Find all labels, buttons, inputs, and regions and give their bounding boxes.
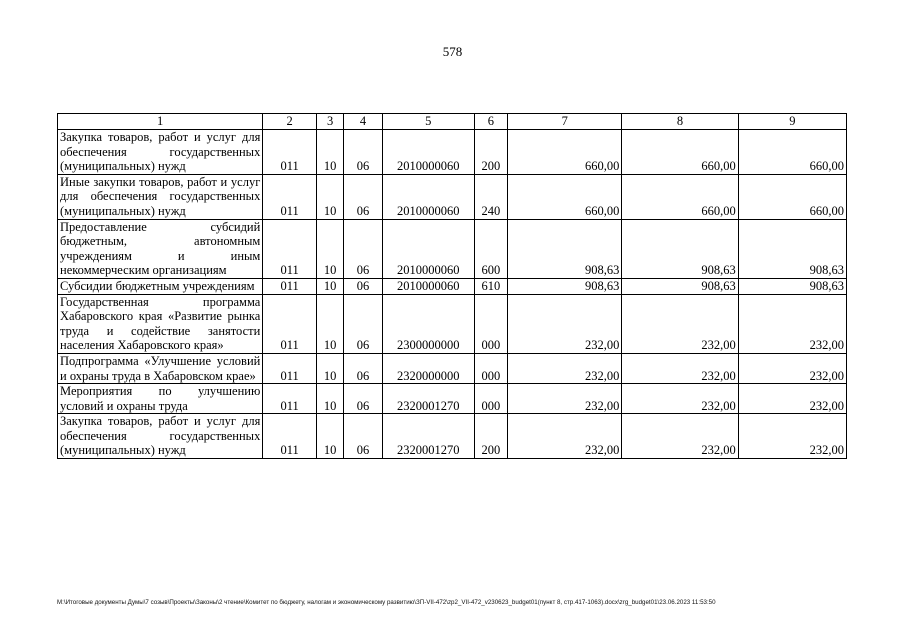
table-row — [58, 174, 847, 219]
row-name-cell: Субсидии бюджетным учреждениям — [58, 278, 263, 294]
cell-col-9: 232,00 — [738, 294, 846, 353]
cell-col-3: 10 — [316, 130, 343, 175]
table-row — [58, 414, 847, 459]
cell-col-7: 660,00 — [508, 174, 622, 219]
cell-col-5: 2320000000 — [382, 353, 474, 383]
cell-col-8: 660,00 — [622, 174, 738, 219]
row-name-cell: Мероприятия по улучшению условий и охраны труда — [58, 384, 263, 414]
column-header: 5 — [382, 114, 474, 130]
cell-col-6: 000 — [474, 353, 507, 383]
cell-col-8: 660,00 — [622, 130, 738, 175]
column-header: 8 — [622, 114, 738, 130]
column-header: 4 — [344, 114, 382, 130]
cell-col-6: 610 — [474, 278, 507, 294]
cell-col-5: 2010000060 — [382, 278, 474, 294]
cell-col-9: 908,63 — [738, 278, 846, 294]
column-header: 1 — [58, 114, 263, 130]
cell-col-3: 10 — [316, 414, 343, 459]
cell-col-8: 232,00 — [622, 353, 738, 383]
table-row — [58, 294, 847, 353]
cell-col-5: 2300000000 — [382, 294, 474, 353]
cell-col-9: 660,00 — [738, 130, 846, 175]
cell-col-3: 10 — [316, 353, 343, 383]
cell-col-5: 2010000060 — [382, 219, 474, 278]
cell-col-2: 011 — [263, 384, 317, 414]
cell-col-6: 000 — [474, 384, 507, 414]
table-row — [58, 384, 847, 414]
cell-col-9: 232,00 — [738, 353, 846, 383]
cell-col-2: 011 — [263, 174, 317, 219]
page-number: 578 — [442, 44, 463, 59]
cell-col-4: 06 — [344, 384, 382, 414]
cell-col-7: 232,00 — [508, 294, 622, 353]
cell-col-6: 000 — [474, 294, 507, 353]
cell-col-4: 06 — [344, 174, 382, 219]
row-name-cell: Закупка товаров, работ и услуг для обеспечения государственных (муниципальных) нужд — [58, 414, 263, 459]
cell-col-8: 232,00 — [622, 414, 738, 459]
column-header: 9 — [738, 114, 846, 130]
cell-col-4: 06 — [344, 414, 382, 459]
cell-col-4: 06 — [344, 278, 382, 294]
column-header: 2 — [263, 114, 317, 130]
row-name-cell: Закупка товаров, работ и услуг для обеспечения государственных (муниципальных) нужд — [58, 130, 263, 175]
table-header-row — [58, 114, 847, 130]
column-header: 7 — [508, 114, 622, 130]
cell-col-7: 232,00 — [508, 414, 622, 459]
cell-col-3: 10 — [316, 278, 343, 294]
cell-col-6: 200 — [474, 414, 507, 459]
cell-col-7: 908,63 — [508, 278, 622, 294]
row-name-cell: Предоставление субсидий бюджетным, автономным учреждениям и иным некоммерческим организациям — [58, 219, 263, 278]
table-row — [58, 353, 847, 383]
cell-col-4: 06 — [344, 130, 382, 175]
cell-col-9: 660,00 — [738, 174, 846, 219]
cell-col-2: 011 — [263, 130, 317, 175]
cell-col-7: 660,00 — [508, 130, 622, 175]
table-row — [58, 130, 847, 175]
cell-col-5: 2010000060 — [382, 174, 474, 219]
cell-col-6: 200 — [474, 130, 507, 175]
cell-col-2: 011 — [263, 219, 317, 278]
cell-col-8: 232,00 — [622, 294, 738, 353]
table-body — [58, 114, 847, 459]
cell-col-5: 2320001270 — [382, 384, 474, 414]
cell-col-6: 600 — [474, 219, 507, 278]
cell-col-2: 011 — [263, 353, 317, 383]
column-header: 6 — [474, 114, 507, 130]
cell-col-6: 240 — [474, 174, 507, 219]
cell-col-2: 011 — [263, 278, 317, 294]
file-path-footer: М:\Итоговые документы Думы\7 созыв\Проекты\Законы\2 чтение\Комитет по бюджету, налогам и экономическому развитию\ЗП-VII-472\zp2_VII-472_v230623_budget01(пункт 8, стр.417-1063).docx\zrg_budget01\23.06.2023 11:53:50 — [57, 599, 716, 606]
cell-col-4: 06 — [344, 294, 382, 353]
cell-col-2: 011 — [263, 414, 317, 459]
row-name-cell: Иные закупки товаров, работ и услуг для обеспечения государственных (муниципальных) нужд — [58, 174, 263, 219]
row-name-cell: Подпрограмма «Улучшение условий и охраны труда в Хабаровском крае» — [58, 353, 263, 383]
table-row — [58, 278, 847, 294]
cell-col-4: 06 — [344, 353, 382, 383]
table-row — [58, 219, 847, 278]
cell-col-9: 232,00 — [738, 414, 846, 459]
cell-col-8: 232,00 — [622, 384, 738, 414]
cell-col-5: 2320001270 — [382, 414, 474, 459]
cell-col-2: 011 — [263, 294, 317, 353]
cell-col-5: 2010000060 — [382, 130, 474, 175]
cell-col-9: 908,63 — [738, 219, 846, 278]
row-name-cell: Государственная программа Хабаровского края «Развитие рынка труда и содействие занятости населения Хабаровского края» — [58, 294, 263, 353]
cell-col-7: 232,00 — [508, 353, 622, 383]
cell-col-7: 908,63 — [508, 219, 622, 278]
cell-col-8: 908,63 — [622, 219, 738, 278]
cell-col-7: 232,00 — [508, 384, 622, 414]
cell-col-9: 232,00 — [738, 384, 846, 414]
cell-col-4: 06 — [344, 219, 382, 278]
cell-col-8: 908,63 — [622, 278, 738, 294]
cell-col-3: 10 — [316, 219, 343, 278]
cell-col-3: 10 — [316, 174, 343, 219]
cell-col-3: 10 — [316, 294, 343, 353]
budget-table — [57, 113, 847, 459]
cell-col-3: 10 — [316, 384, 343, 414]
column-header: 3 — [316, 114, 343, 130]
